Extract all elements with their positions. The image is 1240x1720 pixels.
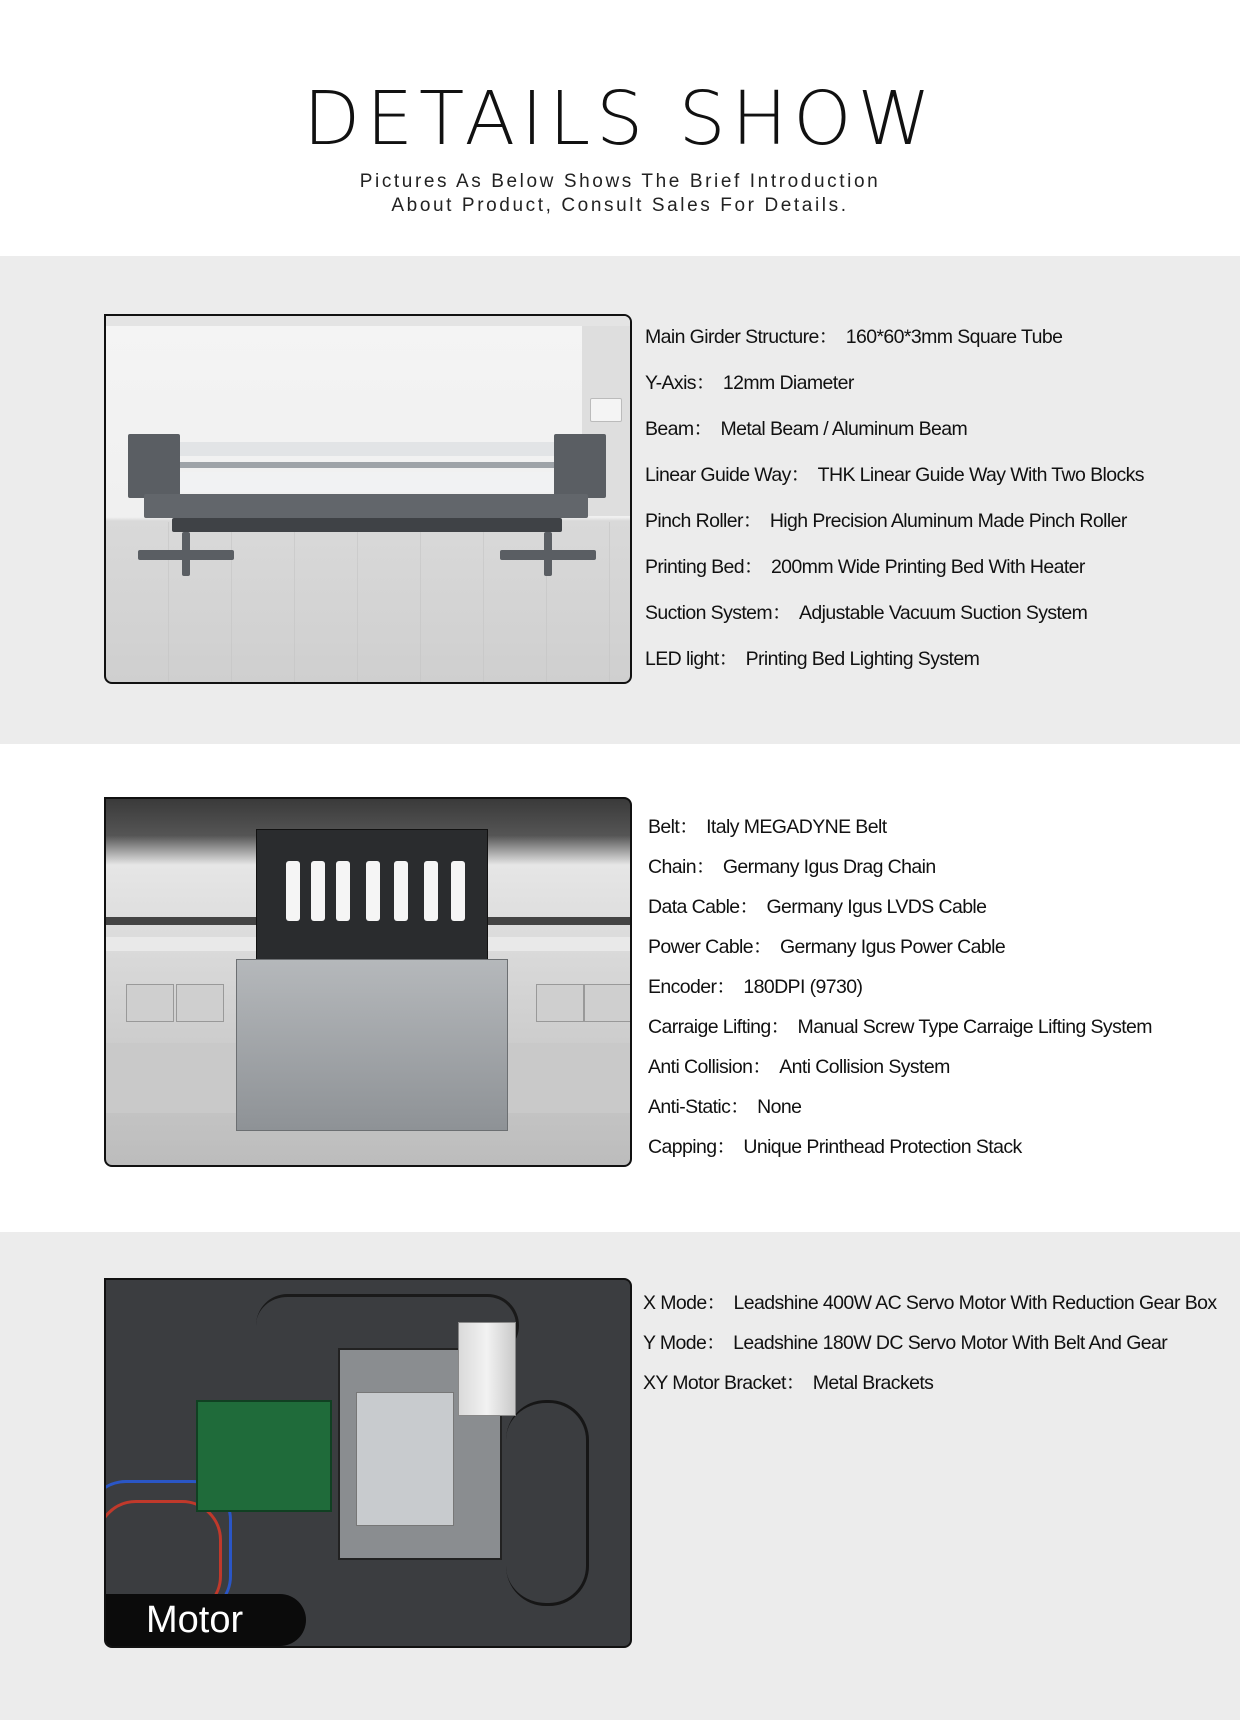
spec-item: Pinch Roller： High Precision Aluminum Made Pinch Roller — [645, 510, 1127, 532]
spec-list-carriage — [648, 815, 1152, 1159]
control-board — [196, 1400, 332, 1512]
page-header — [0, 0, 1240, 256]
spec-item: Encoder： 180DPI (9730) — [648, 976, 863, 998]
spec-item: Y-Axis： 12mm Diameter — [645, 372, 854, 394]
spec-item: Anti-Static： None — [648, 1096, 802, 1118]
spec-item: Y Mode： Leadshine 180W DC Servo Motor With Belt And Gear — [643, 1332, 1168, 1354]
page-title: DETAILS SHOW — [303, 76, 937, 162]
carriage-photo — [104, 797, 632, 1167]
printer-illustration — [128, 426, 606, 586]
spec-item: Capping： Unique Printhead Protection Stack — [648, 1136, 1022, 1158]
spec-item: Belt： Italy MEGADYNE Belt — [648, 816, 887, 838]
section-frame-structure — [0, 256, 1240, 744]
section-motor — [0, 1232, 1240, 1720]
spec-item: Linear Guide Way： THK Linear Guide Way With Two Blocks — [645, 464, 1144, 486]
spec-item: LED light： Printing Bed Lighting System — [645, 648, 980, 670]
section-carriage — [0, 744, 1240, 1232]
spec-item: Data Cable： Germany Igus LVDS Cable — [648, 896, 987, 918]
spec-item: Carraige Lifting： Manual Screw Type Carraige Lifting System — [648, 1016, 1152, 1038]
motor-photo — [104, 1278, 632, 1648]
carriage-cover — [236, 959, 508, 1131]
spec-item: Printing Bed： 200mm Wide Printing Bed With Heater — [645, 556, 1085, 578]
spec-list-motor — [643, 1291, 1217, 1395]
spec-item: XY Motor Bracket： Metal Brackets — [643, 1372, 934, 1394]
spec-item: Beam： Metal Beam / Aluminum Beam — [645, 418, 968, 440]
spec-list-frame — [645, 325, 1144, 671]
printer-photo — [104, 314, 632, 684]
page-subtitle-line-2: About Product, Consult Sales For Details. — [391, 195, 849, 216]
spec-item: Chain： Germany Igus Drag Chain — [648, 856, 936, 878]
spec-item: Suction System： Adjustable Vacuum Suction System — [645, 602, 1088, 624]
motor-badge: Motor — [106, 1594, 306, 1646]
spec-item: X Mode： Leadshine 400W AC Servo Motor With Reduction Gear Box — [643, 1292, 1217, 1314]
spec-item: Anti Collision： Anti Collision System — [648, 1056, 950, 1078]
spec-item: Main Girder Structure： 160*60*3mm Square Tube — [645, 326, 1063, 348]
spec-item: Power Cable： Germany Igus Power Cable — [648, 936, 1006, 958]
motor-bracket — [356, 1392, 454, 1526]
page-subtitle-line-1: Pictures As Below Shows The Brief Introduction — [359, 171, 881, 192]
servo-motor — [458, 1322, 516, 1416]
